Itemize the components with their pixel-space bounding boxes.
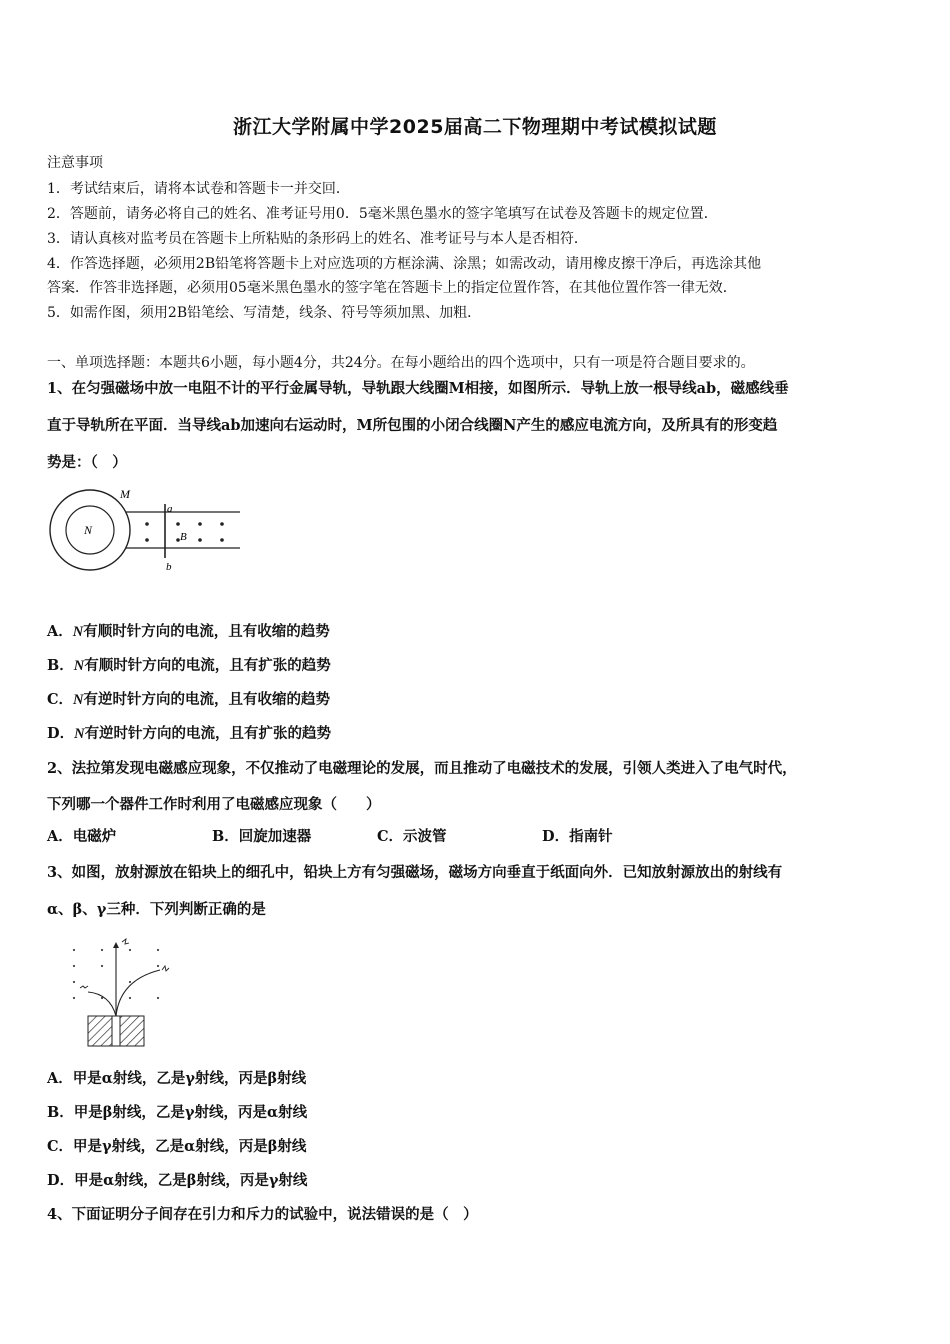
q1-option-a: A．N有顺时针方向的电流，且有收缩的趋势	[47, 623, 330, 640]
label-a: a	[167, 503, 173, 515]
figure-coil-rails	[48, 486, 248, 578]
label-B: B	[180, 531, 187, 543]
q3-option-b: B．甲是β射线，乙是γ射线，丙是α射线	[47, 1104, 308, 1121]
question-2-line: 下列哪一个器件工作时利用了电磁感应现象（ ）	[47, 796, 381, 813]
question-1-line: 势是：（ ）	[47, 454, 127, 471]
question-3-line: α、β、γ三种．下列判断正确的是	[47, 901, 266, 918]
label-b: b	[166, 561, 172, 573]
notice-item: 1．考试结束后，请将本试卷和答题卡一并交回．	[47, 181, 350, 197]
question-2-line: 2、法拉第发现电磁感应现象，不仅推动了电磁理论的发展，而且推动了电磁技术的发展，引领人类进入了电气时代，	[47, 760, 797, 777]
notice-item: 2．答题前，请务必将自己的姓名、准考证号用0．5毫米黑色墨水的签字笔填写在试卷及答题卡的规定位置．	[47, 206, 718, 222]
page-title: 浙江大学附属中学2025届高二下物理期中考试模拟试题	[233, 116, 717, 138]
q3-option-a: A．甲是α射线，乙是γ射线，丙是β射线	[47, 1070, 307, 1087]
question-1-line: 1、在匀强磁场中放一电阻不计的平行金属导轨，导轨跟大线圈M相接，如图所示．导轨上放一根导线ab，磁感线垂	[47, 380, 789, 397]
q1-option-c: C．N有逆时针方向的电流，且有收缩的趋势	[47, 691, 331, 708]
question-3-line: 3、如图，放射源放在铅块上的细孔中，铅块上方有匀强磁场，磁场方向垂直于纸面向外．已知放射源放出的射线有	[47, 864, 783, 881]
notice-item: 答案．作答非选择题，必须用05毫米黑色墨水的签字笔在答题卡上的指定位置作答，在其他位置作答一律无效．	[47, 280, 737, 296]
notice-heading: 注意事项	[47, 155, 103, 171]
question-1-line: 直于导轨所在平面．当导线ab加速向右运动时，M所包围的小闭合线圈N产生的感应电流方向，及所具有的形变趋	[47, 417, 778, 434]
label-N: N	[84, 523, 93, 537]
q2-option-b: B．回旋加速器	[212, 828, 312, 845]
q2-option-a: A．电磁炉	[47, 828, 117, 845]
q2-option-d: D．指南针	[542, 828, 613, 845]
notice-item: 5．如需作图，须用2B铅笔绘、写清楚，线条、符号等须加黑、加粗．	[47, 305, 482, 321]
label-M: M	[120, 487, 130, 501]
q3-option-c: C．甲是γ射线，乙是α射线，丙是β射线	[47, 1138, 307, 1155]
q3-option-d: D．甲是α射线，乙是β射线，丙是γ射线	[47, 1172, 308, 1189]
question-4-line: 4、下面证明分子间存在引力和斥力的试验中，说法错误的是（ ）	[47, 1206, 478, 1223]
notice-item: 3．请认真核对监考员在答题卡上所粘贴的条形码上的姓名、准考证号与本人是否相符．	[47, 231, 588, 247]
figure-radiation-source	[66, 936, 186, 1048]
q1-option-b: B．N有顺时针方向的电流，且有扩张的趋势	[47, 657, 331, 674]
q1-option-d: D．N有逆时针方向的电流，且有扩张的趋势	[47, 725, 332, 742]
q2-option-c: C．示波管	[377, 828, 447, 845]
notice-item: 4．作答选择题，必须用2B铅笔将答题卡上对应选项的方框涂满、涂黑；如需改动，请用橡皮擦干净后，再选涂其他	[47, 256, 762, 272]
section-heading: 一、单项选择题：本题共6小题，每小题4分，共24分。在每小题给出的四个选项中，只有一项是符合题目要求的。	[47, 355, 755, 371]
